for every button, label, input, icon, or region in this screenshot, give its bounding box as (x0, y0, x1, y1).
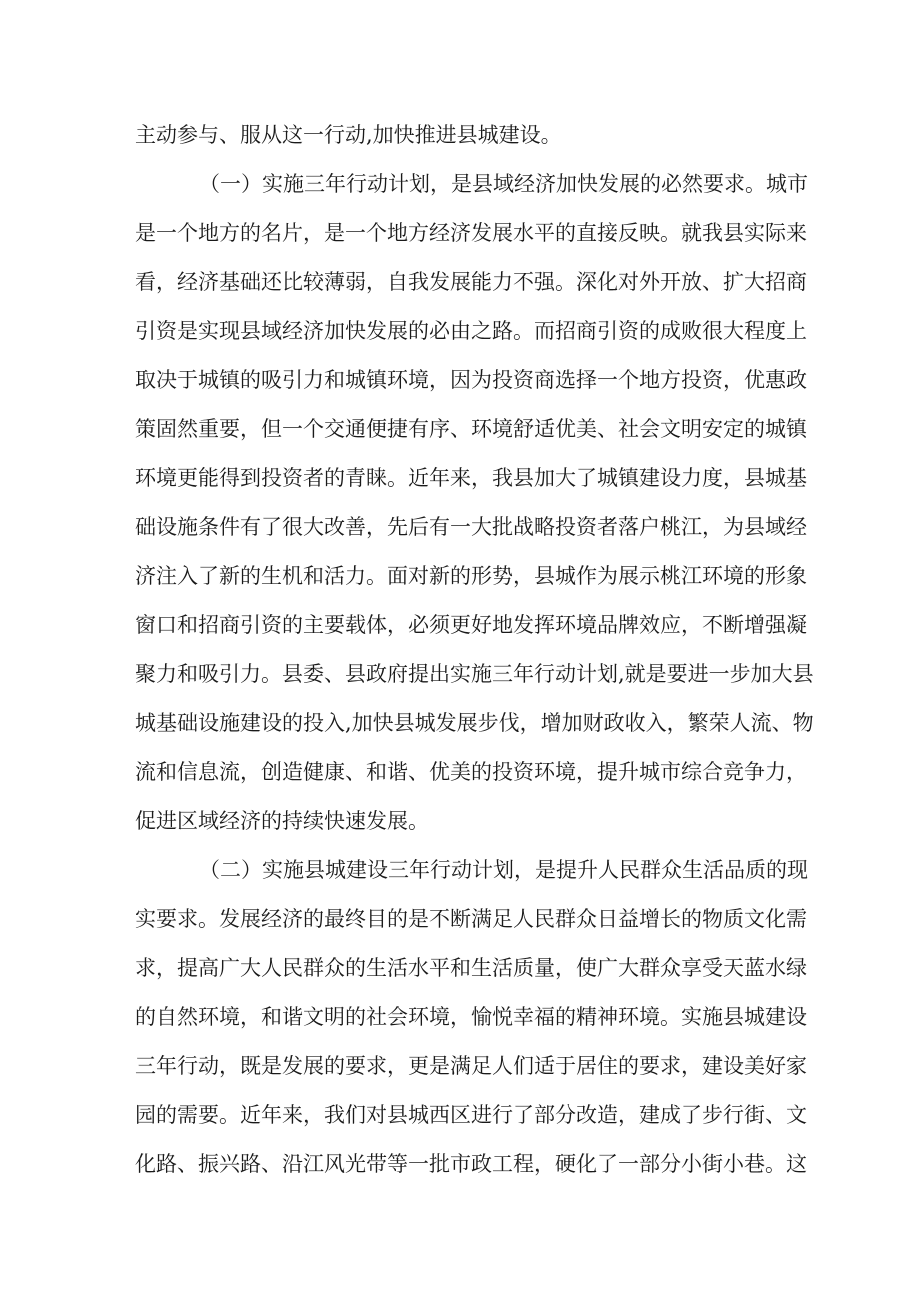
paragraph-1-heading-line: （一）实施三年行动计划，是县域经济加快发展的必然要求。城市 (199, 172, 808, 196)
text-line: 看，经济基础还比较薄弱，自我发展能力不强。深化对外开放、扩大招商 (135, 270, 807, 294)
text-line: 策固然重要，但一个交通便捷有序、环境舒适优美、社会文明安定的城镇 (135, 417, 807, 441)
text-line: 济注入了新的生机和活力。面对新的形势，县城作为展示桃江环境的形象 (135, 564, 807, 588)
text-line: 流和信息流，创造健康、和谐、优美的投资环境，提升城市综合竞争力， (135, 760, 807, 784)
text-line: 化路、振兴路、沿江风光带等一批市政工程，硬化了一部分小街小巷。这 (135, 1152, 807, 1176)
text-line: 园的需要。近年来，我们对县城西区进行了部分改造，建成了步行街、文 (135, 1103, 807, 1127)
text-line: 促进区域经济的持续快速发展。 (135, 809, 429, 833)
text-line: 主动参与、服从这一行动,加快推进县城建设。 (135, 123, 562, 147)
text-line: 的自然环境，和谐文明的社会环境，愉悦幸福的精神环境。实施县城建设 (135, 1005, 807, 1029)
paragraph-2-heading-line: （二）实施县城建设三年行动计划，是提升人民群众生活品质的现 (199, 858, 808, 882)
text-line: 实要求。发展经济的最终目的是不断满足人民群众日益增长的物质文化需 (135, 907, 807, 931)
text-line: 聚力和吸引力。县委、县政府提出实施三年行动计划,就是要进一步加大县 (135, 662, 814, 686)
text-line: 城基础设施建设的投入,加快县城发展步伐，增加财政收入，繁荣人流、物 (135, 711, 814, 735)
text-line: 础设施条件有了很大改善，先后有一大批战略投资者落户桃江，为县域经 (135, 515, 807, 539)
text-line: 取决于城镇的吸引力和城镇环境，因为投资商选择一个地方投资，优惠政 (135, 368, 807, 392)
text-line: 引资是实现县域经济加快发展的必由之路。而招商引资的成败很大程度上 (135, 319, 807, 343)
text-line: 窗口和招商引资的主要载体，必须更好地发挥环境品牌效应，不断增强凝 (135, 613, 807, 637)
text-line: 三年行动，既是发展的要求，更是满足人们适于居住的要求，建设美好家 (135, 1054, 807, 1078)
text-line: 求，提高广大人民群众的生活水平和生活质量，使广大群众享受天蓝水绿 (135, 956, 807, 980)
text-line: 是一个地方的名片，是一个地方经济发展水平的直接反映。就我县实际来 (135, 221, 807, 245)
text-line: 环境更能得到投资者的青睐。近年来，我县加大了城镇建设力度，县城基 (135, 466, 807, 490)
